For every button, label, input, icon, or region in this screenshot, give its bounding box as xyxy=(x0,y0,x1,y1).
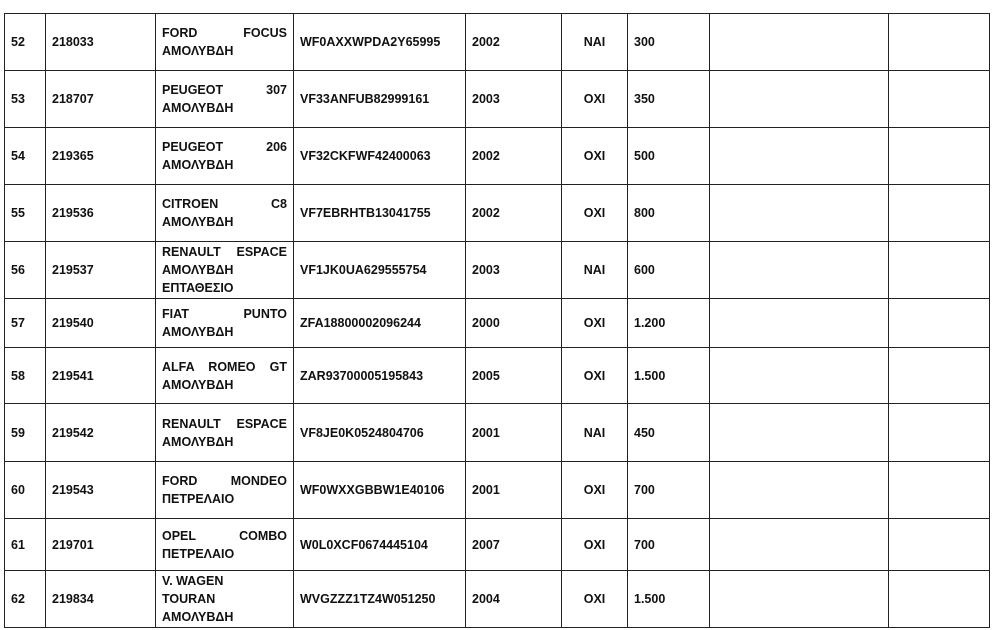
table-row xyxy=(5,14,990,71)
model-line: ΑΜΟΛΥΒΔΗ xyxy=(162,215,234,229)
table-row xyxy=(5,185,990,242)
year-cell: 2000 xyxy=(466,299,562,348)
year-cell: 2004 xyxy=(466,571,562,628)
row-number-cell: 62 xyxy=(5,571,46,628)
vehicle-code-cell: 219542 xyxy=(46,404,156,462)
table-row xyxy=(5,242,990,299)
model-line: FIAT PUNTO xyxy=(162,307,287,321)
price-cell: 600 xyxy=(628,242,710,299)
price-cell: 500 xyxy=(628,128,710,185)
vin-cell: WVGZZZ1TZ4W051250 xyxy=(294,571,466,628)
table-row xyxy=(5,128,990,185)
empty-cell xyxy=(889,14,990,71)
vin-cell: VF33ANFUB82999161 xyxy=(294,71,466,128)
empty-cell xyxy=(889,299,990,348)
vehicle-model-cell xyxy=(156,519,294,571)
price-cell: 1.200 xyxy=(628,299,710,348)
model-line: ΑΜΟΛΥΒΔΗ xyxy=(162,434,234,449)
row-number-cell: 60 xyxy=(5,462,46,519)
row-number-cell: 59 xyxy=(5,404,46,462)
vin-cell: WF0WXXGBBW1E40106 xyxy=(294,462,466,519)
empty-cell xyxy=(710,571,889,628)
model-line: V. WAGEN xyxy=(162,574,224,588)
vehicle-model-cell xyxy=(156,242,294,299)
vehicle-code-cell: 219701 xyxy=(46,519,156,571)
row-number-cell: 53 xyxy=(5,71,46,128)
year-cell: 2007 xyxy=(466,519,562,571)
vehicle-code-cell: 219365 xyxy=(46,128,156,185)
year-cell: 2002 xyxy=(466,128,562,185)
model-line: ALFA ROMEO GT xyxy=(162,359,287,374)
row-number-cell: 57 xyxy=(5,299,46,348)
vehicle-model-cell xyxy=(156,14,294,71)
empty-cell xyxy=(889,242,990,299)
year-cell: 2002 xyxy=(466,14,562,71)
row-number-cell: 55 xyxy=(5,185,46,242)
year-cell: 2005 xyxy=(466,348,562,404)
model-line: ΠΕΤΡΕΛΑΙΟ xyxy=(162,546,235,561)
model-line: ΑΜΟΛΥΒΔΗ xyxy=(162,377,234,392)
row-number-cell: 52 xyxy=(5,14,46,71)
vehicle-code-cell: 219834 xyxy=(46,571,156,628)
yes-no-cell: ΟΧΙ xyxy=(562,348,628,404)
vin-cell: VF7EBRHTB13041755 xyxy=(294,185,466,242)
vin-cell: VF32CKFWF42400063 xyxy=(294,128,466,185)
vin-cell: VF8JE0K0524804706 xyxy=(294,404,466,462)
vehicle-code-cell: 219537 xyxy=(46,242,156,299)
vehicle-model-cell xyxy=(156,348,294,404)
yes-no-cell: ΟΧΙ xyxy=(562,185,628,242)
row-number-cell: 58 xyxy=(5,348,46,404)
empty-cell xyxy=(889,348,990,404)
empty-cell xyxy=(889,571,990,628)
model-line: RENAULT ESPACE xyxy=(162,416,287,431)
vehicle-model-cell xyxy=(156,128,294,185)
yes-no-cell: ΟΧΙ xyxy=(562,462,628,519)
yes-no-cell: ΝΑΙ xyxy=(562,404,628,462)
table-row xyxy=(5,348,990,404)
empty-cell xyxy=(889,128,990,185)
empty-cell xyxy=(889,462,990,519)
table-row xyxy=(5,462,990,519)
vehicle-model-cell xyxy=(156,185,294,242)
empty-cell xyxy=(889,404,990,462)
price-cell: 700 xyxy=(628,462,710,519)
year-cell: 2001 xyxy=(466,462,562,519)
model-line: ΑΜΟΛΥΒΔΗ xyxy=(162,610,234,624)
vehicle-code-cell: 218707 xyxy=(46,71,156,128)
vehicle-table xyxy=(4,13,990,628)
empty-cell xyxy=(710,462,889,519)
model-line: RENAULT ESPACE xyxy=(162,245,287,259)
model-line: ΠΕΤΡΕΛΑΙΟ xyxy=(162,492,235,506)
empty-cell xyxy=(710,299,889,348)
model-line: ΑΜΟΛΥΒΔΗ xyxy=(162,158,234,172)
model-line: FORD MONDEO xyxy=(162,474,287,488)
empty-cell xyxy=(710,519,889,571)
vehicle-model-cell xyxy=(156,571,294,628)
yes-no-cell: ΟΧΙ xyxy=(562,128,628,185)
empty-cell xyxy=(889,71,990,128)
vehicle-code-cell: 219541 xyxy=(46,348,156,404)
model-line: FORD FOCUS xyxy=(162,26,287,40)
model-line: CITROEN C8 xyxy=(162,197,287,211)
price-cell: 1.500 xyxy=(628,348,710,404)
vehicle-code-cell: 219543 xyxy=(46,462,156,519)
model-line: ΑΜΟΛΥΒΔΗ xyxy=(162,44,234,58)
vin-cell: W0L0XCF0674445104 xyxy=(294,519,466,571)
empty-cell xyxy=(710,242,889,299)
yes-no-cell: ΟΧΙ xyxy=(562,71,628,128)
row-number-cell: 61 xyxy=(5,519,46,571)
price-cell: 1.500 xyxy=(628,571,710,628)
vin-cell: VF1JK0UA629555754 xyxy=(294,242,466,299)
price-cell: 700 xyxy=(628,519,710,571)
year-cell: 2003 xyxy=(466,71,562,128)
table-row xyxy=(5,299,990,348)
model-line: OPEL COMBO xyxy=(162,528,287,543)
vehicle-code-cell: 219536 xyxy=(46,185,156,242)
row-number-cell: 54 xyxy=(5,128,46,185)
vehicle-code-cell: 218033 xyxy=(46,14,156,71)
empty-cell xyxy=(889,519,990,571)
year-cell: 2002 xyxy=(466,185,562,242)
model-line: ΑΜΟΛΥΒΔΗ xyxy=(162,263,234,277)
vehicle-model-cell xyxy=(156,404,294,462)
price-cell: 800 xyxy=(628,185,710,242)
row-number-cell: 56 xyxy=(5,242,46,299)
table-row xyxy=(5,404,990,462)
empty-cell xyxy=(710,185,889,242)
vin-cell: ZFA18800002096244 xyxy=(294,299,466,348)
table-row xyxy=(5,519,990,571)
model-line: ΕΠΤΑΘΕΣΙΟ xyxy=(162,281,234,295)
vehicle-model-cell xyxy=(156,71,294,128)
year-cell: 2003 xyxy=(466,242,562,299)
vin-cell: ZAR93700005195843 xyxy=(294,348,466,404)
model-line: TOURAN xyxy=(162,592,216,606)
model-line: PEUGEOT 307 xyxy=(162,83,287,97)
model-line: PEUGEOT 206 xyxy=(162,140,287,154)
price-cell: 450 xyxy=(628,404,710,462)
vehicle-code-cell: 219540 xyxy=(46,299,156,348)
table-row xyxy=(5,571,990,628)
empty-cell xyxy=(710,404,889,462)
vehicle-model-cell xyxy=(156,462,294,519)
empty-cell xyxy=(889,185,990,242)
empty-cell xyxy=(710,14,889,71)
model-line: ΑΜΟΛΥΒΔΗ xyxy=(162,101,234,115)
yes-no-cell: ΝΑΙ xyxy=(562,242,628,299)
yes-no-cell: ΟΧΙ xyxy=(562,519,628,571)
vehicle-model-cell xyxy=(156,299,294,348)
year-cell: 2001 xyxy=(466,404,562,462)
empty-cell xyxy=(710,348,889,404)
vin-cell: WF0AXXWPDA2Y65995 xyxy=(294,14,466,71)
model-line: ΑΜΟΛΥΒΔΗ xyxy=(162,325,234,339)
table-body xyxy=(5,14,990,628)
yes-no-cell: ΝΑΙ xyxy=(562,14,628,71)
yes-no-cell: ΟΧΙ xyxy=(562,571,628,628)
price-cell: 350 xyxy=(628,71,710,128)
empty-cell xyxy=(710,71,889,128)
empty-cell xyxy=(710,128,889,185)
price-cell: 300 xyxy=(628,14,710,71)
table-row xyxy=(5,71,990,128)
yes-no-cell: ΟΧΙ xyxy=(562,299,628,348)
